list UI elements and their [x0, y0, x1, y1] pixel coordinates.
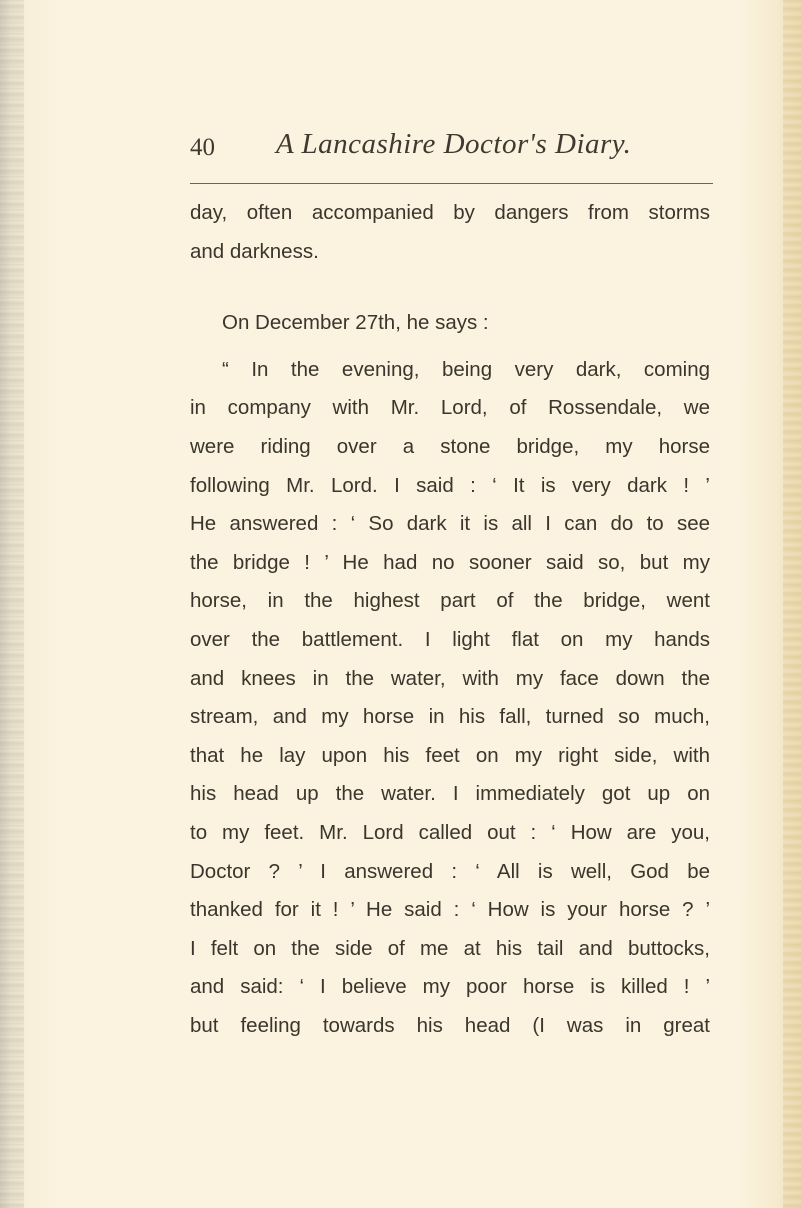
text-line: “ In the evening, being very dark, coming	[222, 357, 710, 381]
text-line: I felt on the side of me at his tail and buttocks,	[190, 936, 710, 960]
text-line: to my feet. Mr. Lord called out : ‘ How are you,	[190, 820, 710, 844]
text-line: and darkness.	[190, 239, 319, 263]
text-line: and said: ‘ I believe my poor horse is killed ! ’	[190, 975, 710, 999]
text-line: were riding over a stone bridge, my horse	[190, 434, 710, 458]
text-line: thanked for it ! ’ He said : ‘ How is your horse ? ’	[190, 898, 710, 922]
text-line: Doctor ? ’ I answered : ‘ All is well, God be	[190, 859, 710, 883]
running-head	[190, 128, 710, 168]
fore-edge	[783, 0, 801, 1208]
page-number: 40	[190, 134, 215, 161]
book-title: A Lancashire Doctor's Diary.	[276, 128, 632, 160]
binding-edge	[0, 0, 24, 1208]
header-rule	[190, 183, 713, 184]
text-line: that he lay upon his feet on my right side, with	[190, 743, 710, 767]
text-line: but feeling towards his head (I was in great	[190, 1013, 710, 1037]
body-text	[190, 194, 710, 1045]
text-line: He answered : ‘ So dark it is all I can do to see	[190, 512, 710, 536]
text-line: over the battlement. I light flat on my hands	[190, 627, 710, 651]
text-line: and knees in the water, with my face down the	[190, 666, 710, 690]
text-line: day, often accompanied by dangers from storms	[190, 201, 710, 224]
text-line: following Mr. Lord. I said : ‘ It is very dark ! ’	[190, 473, 710, 497]
text-line: horse, in the highest part of the bridge, went	[190, 589, 710, 613]
text-line: his head up the water. I immediately got up on	[190, 782, 710, 806]
text-line: in company with Mr. Lord, of Rossendale, we	[190, 396, 710, 420]
text-line: On December 27th, he says :	[222, 311, 489, 335]
text-line: stream, and my horse in his fall, turned so much,	[190, 705, 710, 729]
text-line: the bridge ! ’ He had no sooner said so, but my	[190, 550, 710, 574]
